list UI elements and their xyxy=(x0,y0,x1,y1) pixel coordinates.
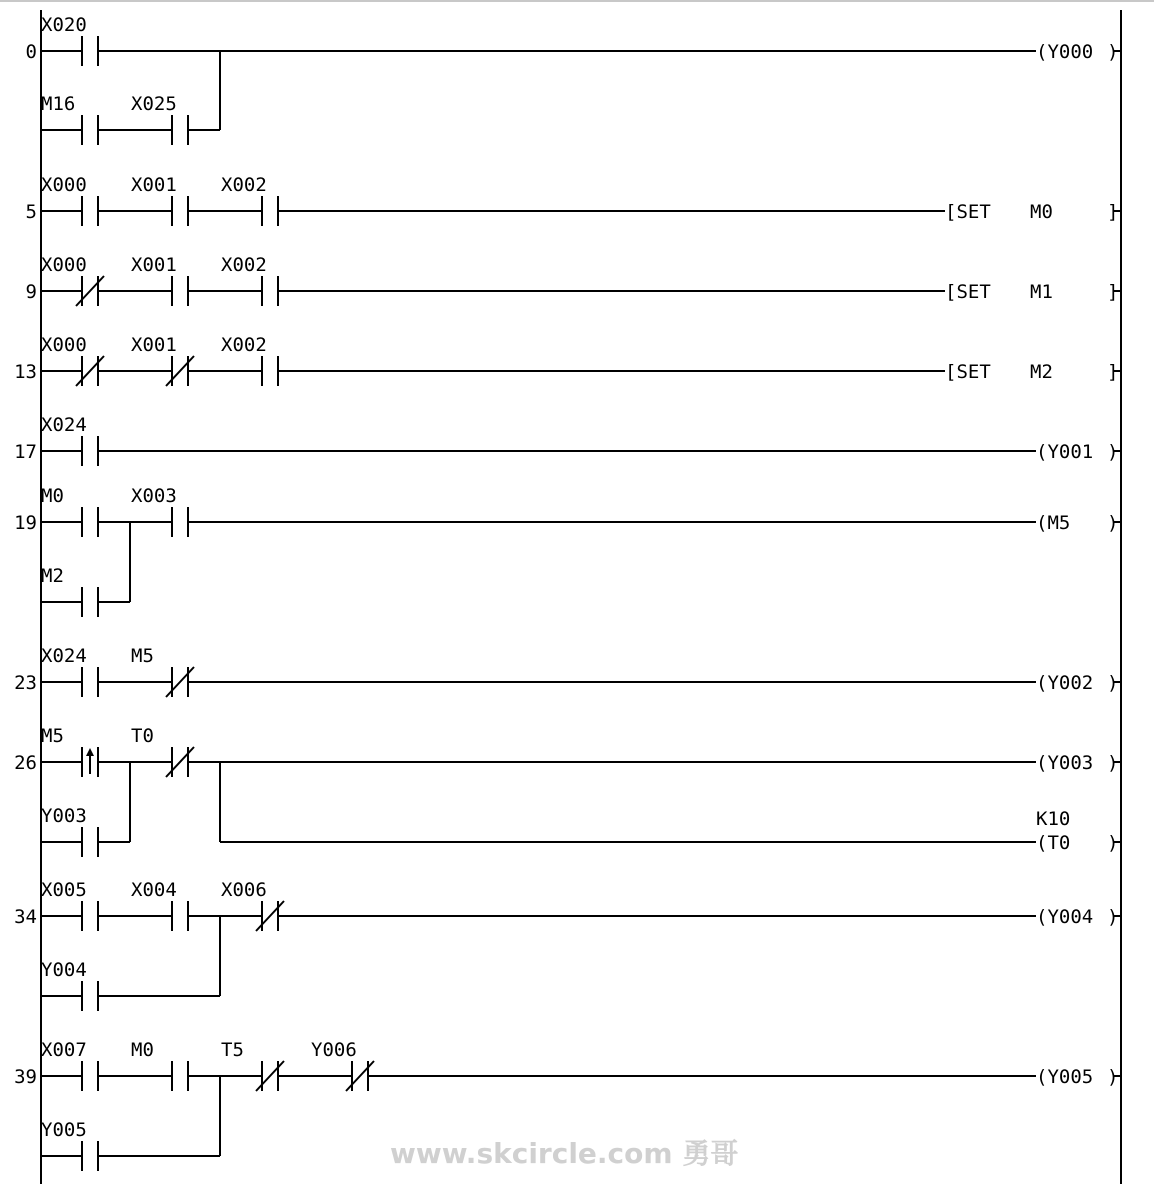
watermark: www.skcircle.com 勇哥 xyxy=(390,1137,739,1170)
contact-label: M5 xyxy=(41,725,64,747)
output-coil-close: ) xyxy=(1107,752,1119,774)
contact-label: Y005 xyxy=(41,1119,87,1141)
contact-label: X000 xyxy=(41,254,87,276)
output-coil: (Y001 xyxy=(1036,441,1094,463)
contact-label: X001 xyxy=(131,334,177,356)
output-coil: (Y005 xyxy=(1036,1066,1094,1088)
output-coil: (Y000 xyxy=(1036,41,1094,63)
contact-label: X025 xyxy=(131,93,177,115)
contact-label: M0 xyxy=(41,485,64,507)
step-number: 23 xyxy=(14,672,37,694)
contact-label: Y006 xyxy=(311,1039,357,1061)
contact-label: X007 xyxy=(41,1039,87,1061)
contact-label: X002 xyxy=(221,254,267,276)
step-number: 13 xyxy=(14,361,37,383)
contact-label: X001 xyxy=(131,174,177,196)
contact-rise-arrow-head xyxy=(86,748,94,756)
contact-label: Y004 xyxy=(41,959,87,981)
output-coil-close: ) xyxy=(1107,672,1119,694)
output-coil-close: ) xyxy=(1107,41,1119,63)
contact-label: M5 xyxy=(131,645,154,667)
set-device: M1 xyxy=(1030,281,1053,303)
contact-label: M16 xyxy=(41,93,76,115)
contact-label: T5 xyxy=(221,1039,244,1061)
contact-label: M2 xyxy=(41,565,64,587)
output-coil: (Y003 xyxy=(1036,752,1094,774)
set-instruction: [SET xyxy=(945,281,991,303)
contact-label: X004 xyxy=(131,879,177,901)
contact-label: X002 xyxy=(221,334,267,356)
rungs-layer xyxy=(14,14,1121,1171)
contact-label: X024 xyxy=(41,645,87,667)
contact-label: X003 xyxy=(131,485,177,507)
step-number: 19 xyxy=(14,512,37,534)
step-number: 26 xyxy=(14,752,37,774)
timer-constant: K10 xyxy=(1036,808,1071,830)
output-coil: (Y002 xyxy=(1036,672,1094,694)
contact-label: M0 xyxy=(131,1039,154,1061)
output-coil: (Y004 xyxy=(1036,906,1094,928)
contact-label: X000 xyxy=(41,174,87,196)
contact-label: Y003 xyxy=(41,805,87,827)
output-coil: (T0 xyxy=(1036,832,1071,854)
contact-label: X000 xyxy=(41,334,87,356)
set-instruction: [SET xyxy=(945,201,991,223)
output-coil: (M5 xyxy=(1036,512,1071,534)
output-coil-close: ) xyxy=(1107,512,1119,534)
contact-label: X002 xyxy=(221,174,267,196)
instr-close: ] xyxy=(1107,201,1119,223)
step-number: 0 xyxy=(25,41,37,63)
contact-label: X001 xyxy=(131,254,177,276)
output-coil-close: ) xyxy=(1107,832,1119,854)
set-instruction: [SET xyxy=(945,361,991,383)
contact-label: X024 xyxy=(41,414,87,436)
output-coil-close: ) xyxy=(1107,441,1119,463)
instr-close: ] xyxy=(1107,361,1119,383)
set-device: M0 xyxy=(1030,201,1053,223)
output-coil-close: ) xyxy=(1107,906,1119,928)
contact-label: T0 xyxy=(131,725,154,747)
contact-label: X020 xyxy=(41,14,87,36)
step-number: 9 xyxy=(25,281,37,303)
contact-label: X006 xyxy=(221,879,267,901)
step-number: 34 xyxy=(14,906,37,928)
step-number: 5 xyxy=(25,201,37,223)
step-number: 39 xyxy=(14,1066,37,1088)
step-number: 17 xyxy=(14,441,37,463)
output-coil-close: ) xyxy=(1107,1066,1119,1088)
instr-close: ] xyxy=(1107,281,1119,303)
contact-label: X005 xyxy=(41,879,87,901)
set-device: M2 xyxy=(1030,361,1053,383)
